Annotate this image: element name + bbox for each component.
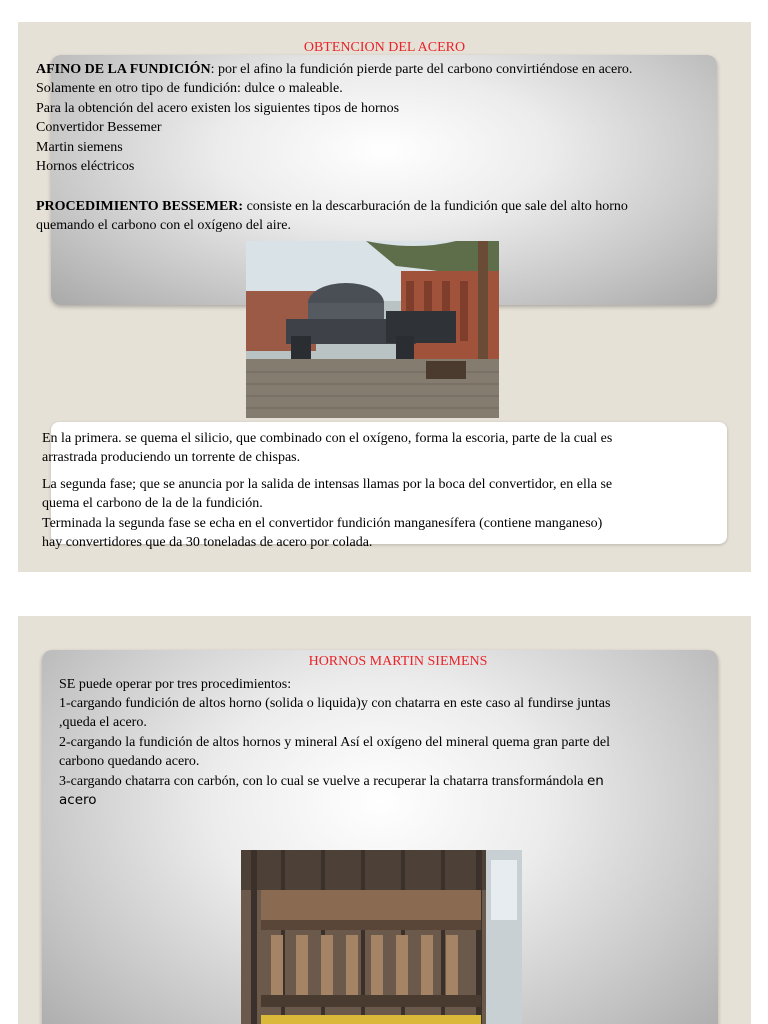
slide-obtencion-del-acero (18, 22, 751, 572)
text-line: quema el carbono de la de la fundición. (42, 496, 263, 511)
procedure-3 (59, 772, 604, 792)
text-line: SE puede operar por tres procedimientos: (59, 677, 292, 692)
text-line: Solamente en otro tipo de fundición: dulce o maleable. (36, 81, 343, 96)
text-line: quemando el carbono con el oxígeno del aire. (36, 218, 292, 233)
text-line: arrastrada produciendo un torrente de chispas. (42, 450, 301, 465)
procedure-3-tail: en (586, 773, 604, 789)
furnace-type-bessemer: Convertidor Bessemer (36, 120, 162, 135)
procedure-1: 1-cargando fundición de altos horno (solida o liquida)y con chatarra en este caso al fundirse juntas (59, 696, 611, 711)
text-line: acero (59, 792, 97, 808)
martin-siemens-furnace-image (241, 850, 522, 1024)
furnace-type-electric: Hornos eléctricos (36, 159, 135, 174)
procedure-2: 2-cargando la fundición de altos hornos y mineral Así el oxígeno del mineral quema gran parte del (59, 735, 611, 750)
bessemer-converter-image (246, 241, 499, 418)
bessemer-text: consiste en la descarburación de la fundición que sale del alto horno (243, 199, 628, 214)
text-line: ,queda el acero. (59, 715, 147, 730)
slide-title: OBTENCION DEL ACERO (303, 40, 466, 55)
slide-hornos-martin-siemens (18, 616, 751, 1024)
text-line: En la primera. se quema el silicio, que combinado con el oxígeno, forma la escoria, parte de la cual es (42, 431, 613, 446)
bessemer-heading: PROCEDIMIENTO BESSEMER: (36, 199, 244, 214)
text-line: Terminada la segunda fase se echa en el convertidor fundición manganesífera (contiene manganeso) (42, 516, 603, 531)
text-line: carbono quedando acero. (59, 754, 200, 769)
text-line: La segunda fase; que se anuncia por la salida de intensas llamas por la boca del convertidor, en ella se (42, 477, 613, 492)
text-line: Para la obtención del acero existen los siguientes tipos de hornos (36, 101, 400, 116)
afino-paragraph (36, 60, 632, 80)
afino-heading: AFINO DE LA FUNDICIÓN (36, 62, 211, 77)
afino-text: : por el afino la fundición pierde parte del carbono convirtiéndose en acero. (210, 62, 633, 77)
text-line: hay convertidores que da 30 toneladas de acero por colada. (42, 535, 373, 550)
procedure-3-text: 3-cargando chatarra con carbón, con lo cual se vuelve a recuperar la chatarra transformándola (59, 774, 587, 789)
bessemer-paragraph (36, 197, 628, 217)
furnace-type-martin-siemens: Martin siemens (36, 140, 123, 155)
slide-title: HORNOS MARTIN SIEMENS (308, 654, 488, 669)
